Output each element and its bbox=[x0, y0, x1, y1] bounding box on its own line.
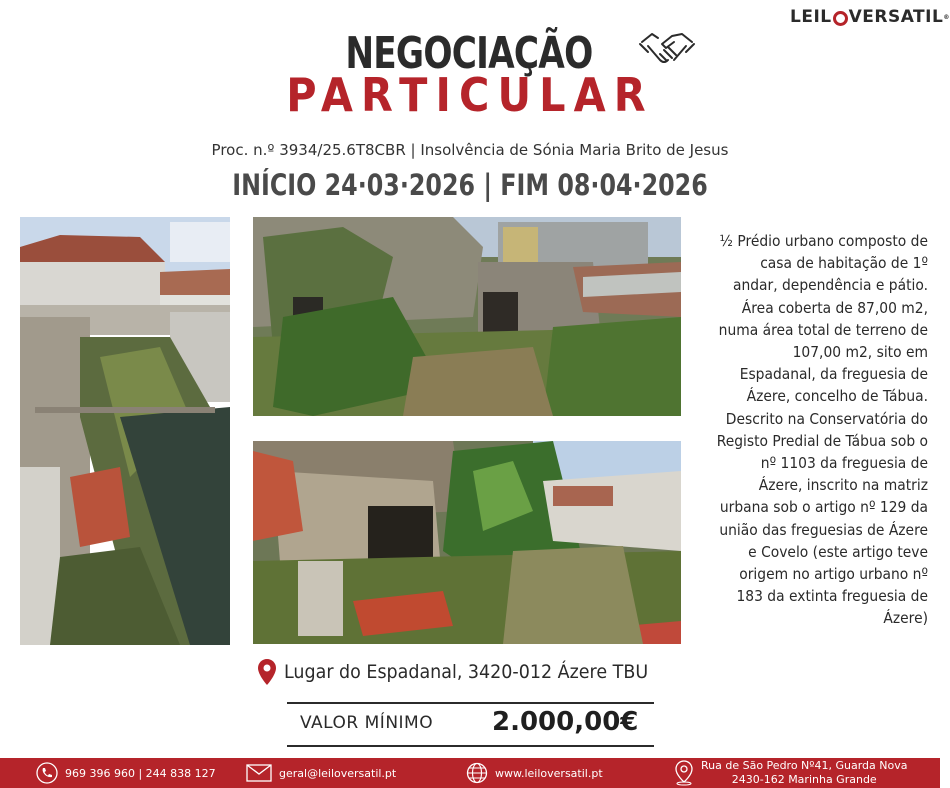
footer-address bbox=[674, 758, 907, 788]
footer-phone-text: 969 396 960 | 244 838 127 bbox=[65, 766, 216, 780]
footer-website-text: www.leiloversatil.pt bbox=[495, 766, 603, 780]
logo-text-right: VERSATIL bbox=[848, 7, 944, 27]
footer-email-text: geral@leiloversatil.pt bbox=[279, 766, 397, 780]
footer-address-line2: 2430-162 Marinha Grande bbox=[731, 773, 877, 786]
logo-registered-mark: ® bbox=[943, 13, 950, 21]
globe-icon bbox=[466, 762, 488, 784]
property-photo-1 bbox=[20, 217, 230, 645]
footer-address-line1: Rua de São Pedro Nº41, Guarda Nova bbox=[701, 759, 908, 772]
location-row bbox=[258, 658, 678, 686]
sale-dates: INÍCIO 24·03·2026 | FIM 08·04·2026 bbox=[232, 168, 708, 202]
title-line2: PARTICULAR bbox=[286, 68, 654, 122]
footer-bar bbox=[0, 758, 940, 788]
logo-o-mark bbox=[833, 11, 848, 26]
price-label: VALOR MÍNIMO bbox=[300, 713, 434, 733]
footer-website[interactable] bbox=[466, 758, 603, 788]
handshake-icon bbox=[638, 28, 696, 72]
location-pin-icon bbox=[258, 659, 276, 685]
envelope-icon bbox=[246, 764, 272, 782]
property-photo-3 bbox=[253, 441, 681, 644]
title-line1: NEGOCIAÇÃO bbox=[345, 28, 593, 79]
brand-logo bbox=[790, 7, 950, 27]
process-reference: Proc. n.º 3934/25.6T8CBR | Insolvência de Sónia Maria Brito de Jesus bbox=[211, 141, 729, 159]
footer-email[interactable] bbox=[246, 758, 396, 788]
price-divider-top bbox=[287, 702, 654, 704]
footer-phone[interactable] bbox=[36, 758, 216, 788]
map-pin-icon bbox=[674, 760, 694, 786]
price-value: 2.000,00€ bbox=[492, 707, 639, 737]
location-text: Lugar do Espadanal, 3420-012 Ázere TBU bbox=[284, 661, 649, 683]
price-divider-bottom bbox=[287, 745, 654, 747]
property-description: ½ Prédio urbano composto de casa de habitação de 1º andar, dependência e pátio. Área coberta de 87,00 m2, numa área total de terreno de 107,00 m2, sito em Espadanal, da freguesia de Ázere, concelho de Tábua. Descrito na Conservatória do Registo Predial de Tábua sob o nº 1103 da freguesia de Ázere, inscrito na matriz urbana sob o artigo nº 129 da união das freguesias de Ázere e Covelo (este artigo teve origem no artigo urbano nº 183 da extinta freguesia de Ázere) bbox=[716, 232, 928, 628]
phone-icon bbox=[36, 762, 58, 784]
property-photo-2 bbox=[253, 217, 681, 416]
logo-text-left: LEIL bbox=[790, 7, 832, 27]
